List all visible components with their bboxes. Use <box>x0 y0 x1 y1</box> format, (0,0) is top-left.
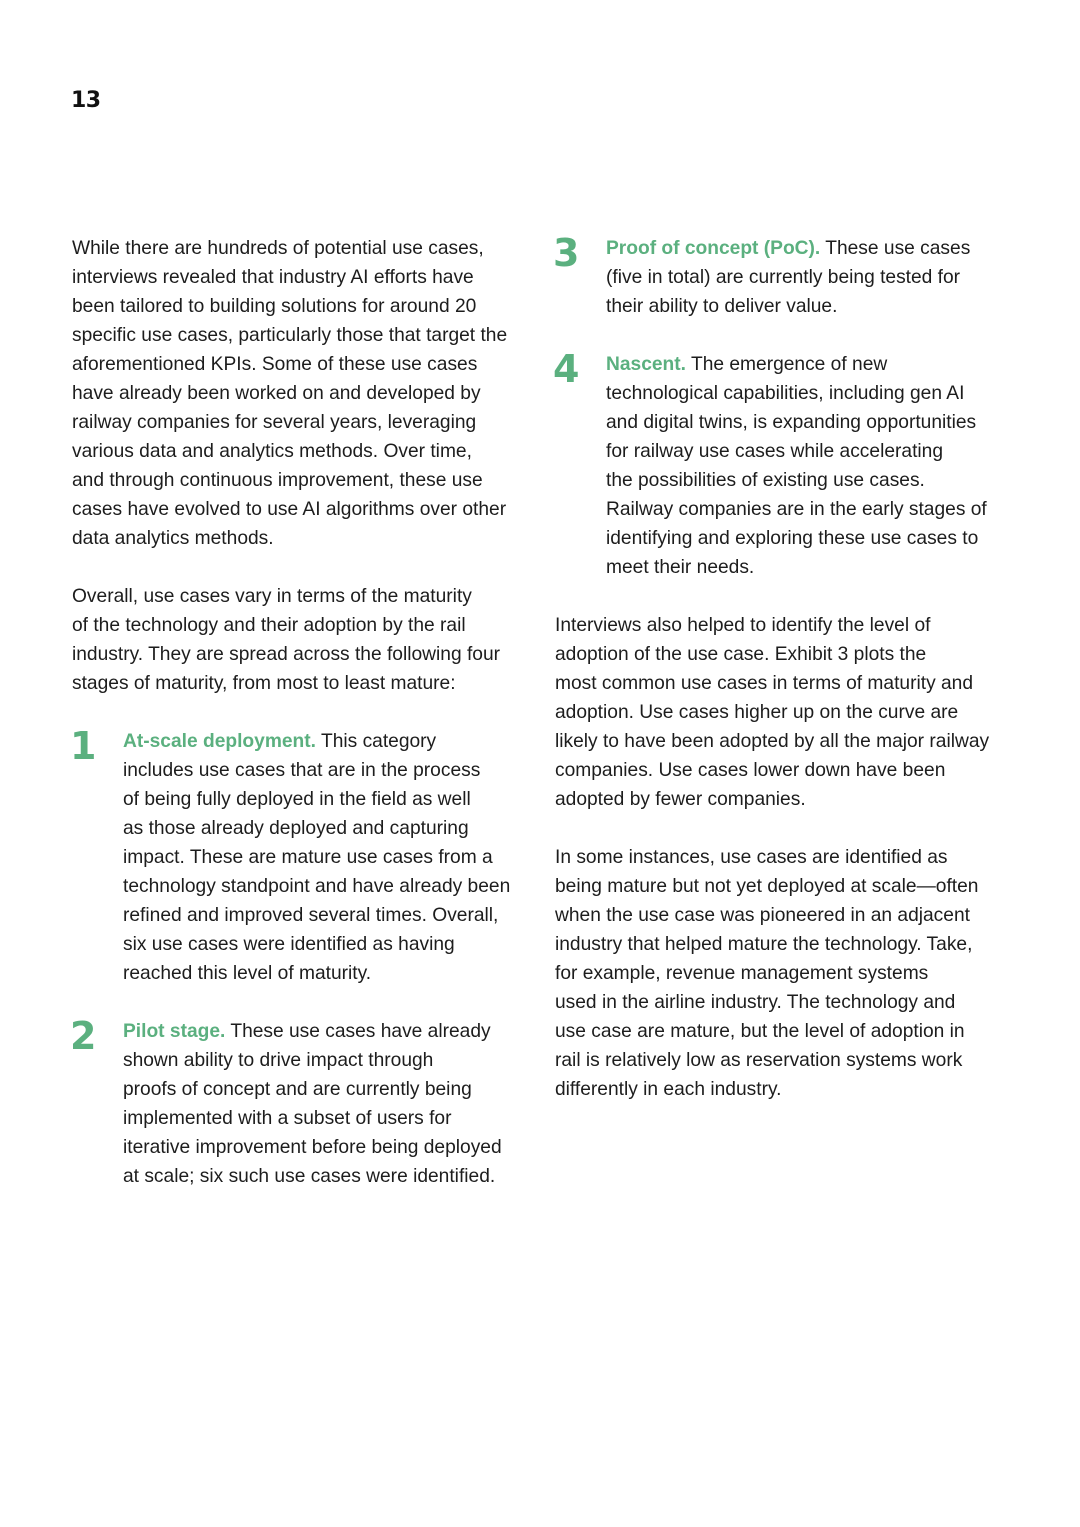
text-line: as those already deployed and capturing <box>123 818 469 839</box>
stage-first-line <box>606 350 1025 379</box>
stage-item <box>70 1014 542 1191</box>
text-line: reached this level of maturity. <box>123 963 372 984</box>
text-line: data analytics methods. <box>72 528 274 549</box>
stage-text: These use cases have already <box>225 1021 491 1042</box>
text-line: their ability to deliver value. <box>606 296 838 317</box>
text-line: Overall, use cases vary in terms of the maturity <box>72 586 472 607</box>
stage-title: Pilot stage. <box>123 1021 226 1042</box>
text-line: adopted by fewer companies. <box>555 789 806 810</box>
stage-number: 2 <box>70 1014 97 1058</box>
text-line: and digital twins, is expanding opportunities <box>606 412 977 433</box>
stage-text: This category <box>316 731 437 752</box>
text-line: While there are hundreds of potential use cases, <box>72 238 484 259</box>
text-line: for example, revenue management systems <box>555 963 929 984</box>
stage-number: 3 <box>553 231 580 275</box>
text-line: interviews revealed that industry AI efforts have <box>72 267 474 288</box>
text-line: and through continuous improvement, these use <box>72 470 483 491</box>
text-line: various data and analytics methods. Over time, <box>72 441 472 462</box>
text-line: industry that helped mature the technology. Take, <box>555 934 973 955</box>
text-line: adoption of the use case. Exhibit 3 plots the <box>555 644 927 665</box>
text-line: specific use cases, particularly those that target the <box>72 325 508 346</box>
text-line: the possibilities of existing use cases. <box>606 470 925 491</box>
stage-item <box>553 231 1025 321</box>
text-line: likely to have been adopted by all the major railway <box>555 731 990 752</box>
text-line: stages of maturity, from most to least mature: <box>72 673 456 694</box>
text-line: impact. These are mature use cases from a <box>123 847 493 868</box>
stage-number: 4 <box>553 347 580 391</box>
text-line: In some instances, use cases are identified as <box>555 847 948 868</box>
text-line: proofs of concept and are currently being <box>123 1079 472 1100</box>
page-number: 13 <box>71 88 101 113</box>
text-line: used in the airline industry. The technology and <box>555 992 956 1013</box>
text-line: been tailored to building solutions for around 20 <box>72 296 477 317</box>
text-line: companies. Use cases lower down have been <box>555 760 946 781</box>
text-line: adoption. Use cases higher up on the curve are <box>555 702 959 723</box>
text-line: six use cases were identified as having <box>123 934 455 955</box>
right-column <box>553 231 1025 1133</box>
text-line: for railway use cases while accelerating <box>606 441 943 462</box>
stage-first-line <box>123 1017 542 1046</box>
stage-title: Proof of concept (PoC). <box>606 238 821 259</box>
stage-title: At-scale deployment. <box>123 731 316 752</box>
text-line: technology standpoint and have already been <box>123 876 511 897</box>
intro-paragraph <box>72 234 542 553</box>
text-line: Railway companies are in the early stages of <box>606 499 987 520</box>
text-line: cases have evolved to use AI algorithms over other <box>72 499 507 520</box>
text-line: rail is relatively low as reservation systems work <box>555 1050 963 1071</box>
text-line: meet their needs. <box>606 557 755 578</box>
stage-title: Nascent. <box>606 354 686 375</box>
text-line: industry. They are spread across the following four <box>72 644 501 665</box>
text-line: differently in each industry. <box>555 1079 782 1100</box>
text-line: have already been worked on and developed by <box>72 383 481 404</box>
text-line: Interviews also helped to identify the level of <box>555 615 931 636</box>
left-column <box>72 234 542 1220</box>
text-line: identifying and exploring these use cases to <box>606 528 979 549</box>
text-line: (five in total) are currently being tested for <box>606 267 961 288</box>
text-line: being mature but not yet deployed at scale—often <box>555 876 979 897</box>
stage-first-line <box>606 234 1025 263</box>
text-line: iterative improvement before being deployed <box>123 1137 502 1158</box>
text-line: use case are mature, but the level of adoption in <box>555 1021 965 1042</box>
stage-item <box>70 724 542 988</box>
text-line: railway companies for several years, leveraging <box>72 412 477 433</box>
instances-paragraph <box>555 843 1025 1104</box>
text-line: most common use cases in terms of maturity and <box>555 673 974 694</box>
stage-text: The emergence of new <box>685 354 888 375</box>
text-line: implemented with a subset of users for <box>123 1108 452 1129</box>
text-line: includes use cases that are in the process <box>123 760 481 781</box>
text-line: when the use case was pioneered in an adjacent <box>555 905 970 926</box>
text-line: aforementioned KPIs. Some of these use cases <box>72 354 478 375</box>
text-line: at scale; six such use cases were identified. <box>123 1166 496 1187</box>
stage-number: 1 <box>70 724 97 768</box>
adoption-paragraph <box>555 611 1025 814</box>
text-line: refined and improved several times. Overall, <box>123 905 499 926</box>
text-line: shown ability to drive impact through <box>123 1050 434 1071</box>
stage-first-line <box>123 727 542 756</box>
stage-text: These use cases <box>820 238 971 259</box>
text-line: of being fully deployed in the field as well <box>123 789 471 810</box>
text-line: technological capabilities, including gen AI <box>606 383 965 404</box>
stage-item <box>553 347 1025 582</box>
overview-paragraph <box>72 582 542 698</box>
text-line: of the technology and their adoption by the rail <box>72 615 466 636</box>
